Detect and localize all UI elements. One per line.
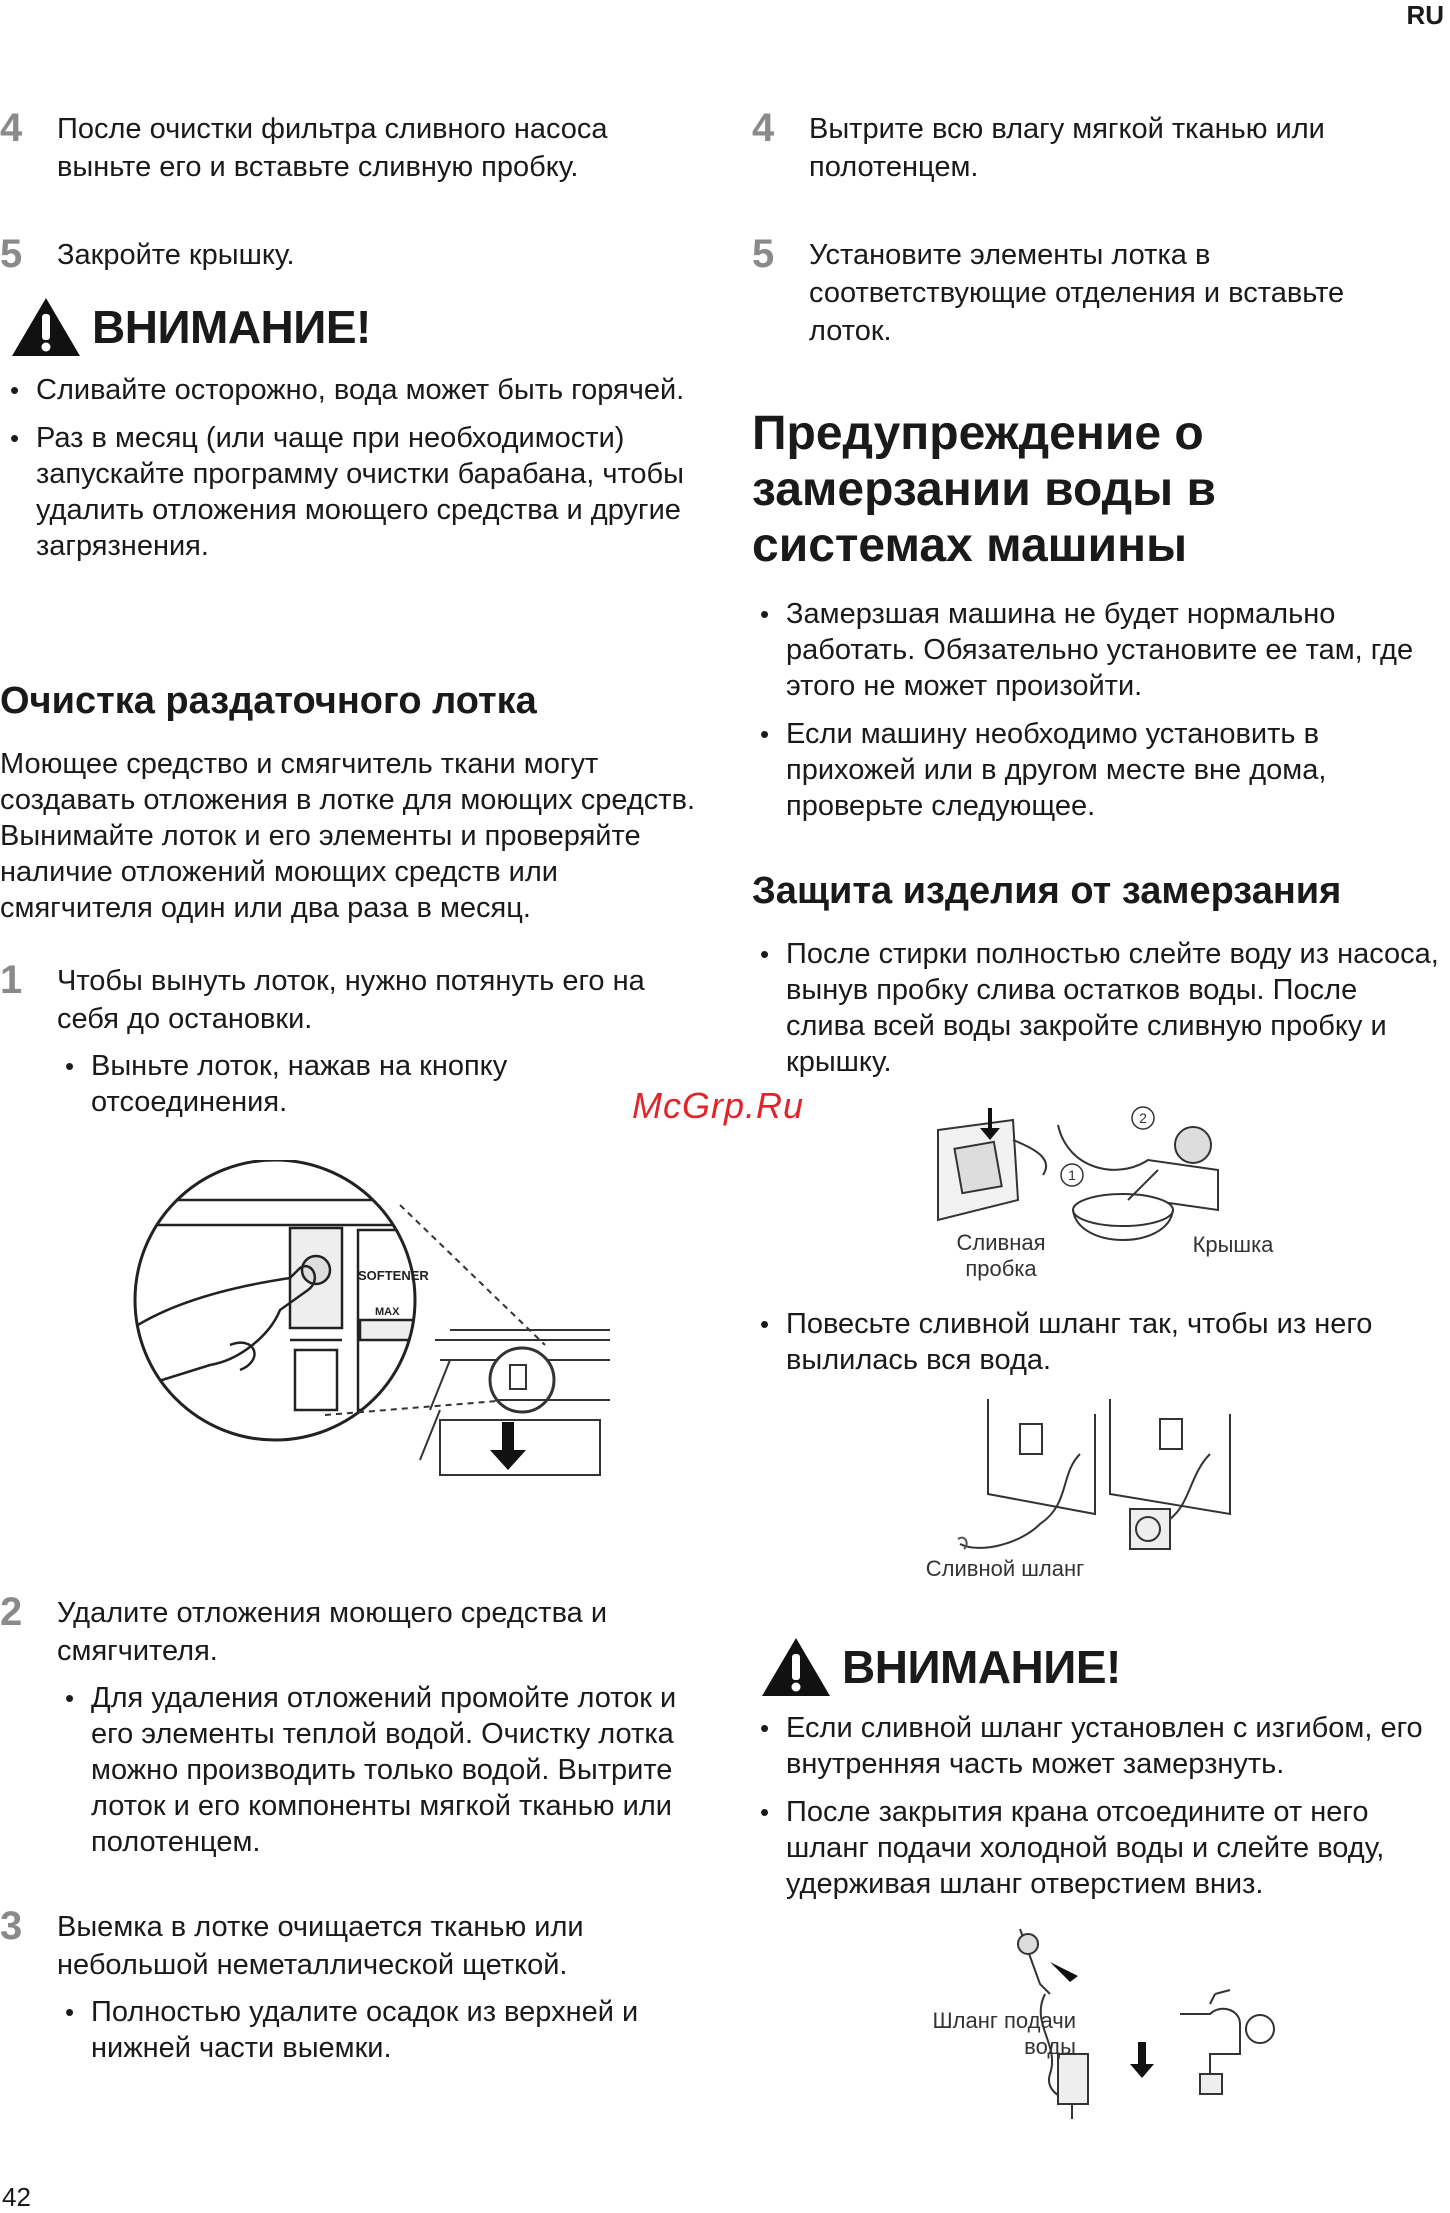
list-item: • Повесьте сливной шланг так, чтобы из него вылилась вся вода.: [752, 1306, 1442, 1378]
warning-list-2: [752, 1710, 1442, 1914]
max-label: MAX: [375, 1306, 400, 1318]
step-1-bullets: [57, 1048, 657, 1132]
protection-list-1: [752, 936, 1442, 1092]
watermark-text: McGrp.Ru: [632, 1085, 805, 1126]
step-number: 5: [752, 232, 775, 276]
list-item: • Раз в месяц (или чаще при необходимости) запускайте программу очистки барабана, чтобы удалить отложения моющего средства и другие загрязнения.: [2, 420, 702, 564]
list-item: • Для удаления отложений промойте лоток и его элементы теплой водой. Очистку лотка можно производить только водой. Вытрите лоток и его компоненты мягкой тканью или полотенцем.: [57, 1680, 697, 1860]
list-item: • После закрытия крана отсоедините от него шланг подачи холодной воды и слейте воду, удерживая шланг отверстием вниз.: [752, 1794, 1442, 1902]
step-number: 4: [0, 106, 23, 150]
step-number: 4: [752, 106, 775, 150]
section-intro-tray: Моющее средство и смягчитель ткани могут создавать отложения в лотке для моющих средств. Вынимайте лоток и его элементы и проверяйте наличие отложений моющих средств или смягчителя один или два раза в месяц.: [0, 748, 696, 924]
step-number: 3: [0, 1904, 23, 1948]
step-text: Выемка в лотке очищается тканью или небольшой неметаллической щеткой.: [57, 1911, 584, 1981]
figure-drain-hose: [920, 1394, 1280, 1584]
softener-label: SOFTENER: [358, 1268, 429, 1283]
section-title-freezing: Предупреждение о замерзании воды в системах машины: [752, 407, 1216, 572]
warning-heading-1: [10, 296, 371, 358]
list-item: • После стирки полностью слейте воду из насоса, вынув пробку слива остатков воды. После слива всей воды закройте сливную пробку и крышку.: [752, 936, 1442, 1080]
step-3-bullets: [57, 1994, 697, 2078]
drain-hose-illustration: [920, 1394, 1280, 1559]
figure-tray-release: [90, 1160, 610, 1480]
warning-triangle-icon: [760, 1636, 832, 1698]
right-step-5: [752, 232, 1442, 350]
figure-inlet-hose: [910, 1924, 1290, 2124]
warning-list-1: [2, 372, 702, 576]
freezing-list: [752, 596, 1442, 836]
left-step-3: [0, 1904, 690, 1984]
warning-title: ВНИМАНИЕ!: [842, 1641, 1121, 1693]
step-2-marker: 2: [1139, 1110, 1147, 1126]
step-text: После очистки фильтра сливного насоса выньте его и вставьте сливную пробку.: [57, 113, 608, 183]
section-title-tray: Очистка раздаточного лотка: [0, 680, 537, 722]
list-item: • Сливайте осторожно, вода может быть горячей.: [2, 372, 702, 408]
step-number: 5: [0, 232, 23, 276]
warning-heading-2: [760, 1636, 1121, 1698]
step-text: Закройте крышку.: [57, 239, 295, 271]
figure-drain-plug: [918, 1100, 1274, 1290]
step-text: Удалите отложения моющего средства и смягчителя.: [57, 1597, 608, 1667]
left-step-5: [0, 232, 690, 276]
step-number: 1: [0, 958, 23, 1002]
step-text: Установите элементы лотка в соответствующие отделения и вставьте лоток.: [809, 239, 1345, 347]
step-text: Чтобы вынуть лоток, нужно потянуть его на себя до остановки.: [57, 965, 645, 1035]
step-number: 2: [0, 1590, 23, 1634]
list-item: • Выньте лоток, нажав на кнопку отсоединения.: [57, 1048, 657, 1120]
left-step-1: [0, 958, 690, 1038]
list-item: • Если сливной шланг установлен с изгибом, его внутренняя часть может замерзнуть.: [752, 1710, 1442, 1782]
label-drain-plug: Сливная пробка: [956, 1230, 1046, 1281]
language-code: RU: [1406, 0, 1444, 30]
step-text: Вытрите всю влагу мягкой тканью или полотенцем.: [809, 113, 1325, 183]
step-1-marker: 1: [1068, 1167, 1076, 1183]
left-step-4: [0, 106, 690, 186]
warning-title: ВНИМАНИЕ!: [92, 301, 371, 353]
list-item: • Замерзшая машина не будет нормально работать. Обязательно установите ее там, где этого не может произойти.: [752, 596, 1442, 704]
left-step-2: [0, 1590, 690, 1670]
right-step-4: [752, 106, 1442, 186]
page-number: 42: [2, 2182, 31, 2212]
list-item: • Полностью удалите осадок из верхней и нижней части выемки.: [57, 1994, 697, 2066]
label-cover: Крышка: [1192, 1232, 1274, 1257]
subsection-title-protection: Защита изделия от замерзания: [752, 870, 1342, 912]
label-drain-hose: Сливной шланг: [925, 1556, 1085, 1581]
list-item: • Если машину необходимо установить в прихожей или в другом месте вне дома, проверьте следующее.: [752, 716, 1442, 824]
protection-list-2: [752, 1306, 1442, 1390]
warning-triangle-icon: [10, 296, 82, 358]
label-inlet-hose: Шланг подачи воды: [932, 2008, 1076, 2059]
tray-release-illustration: [90, 1160, 610, 1480]
step-2-bullets: [57, 1680, 697, 1872]
